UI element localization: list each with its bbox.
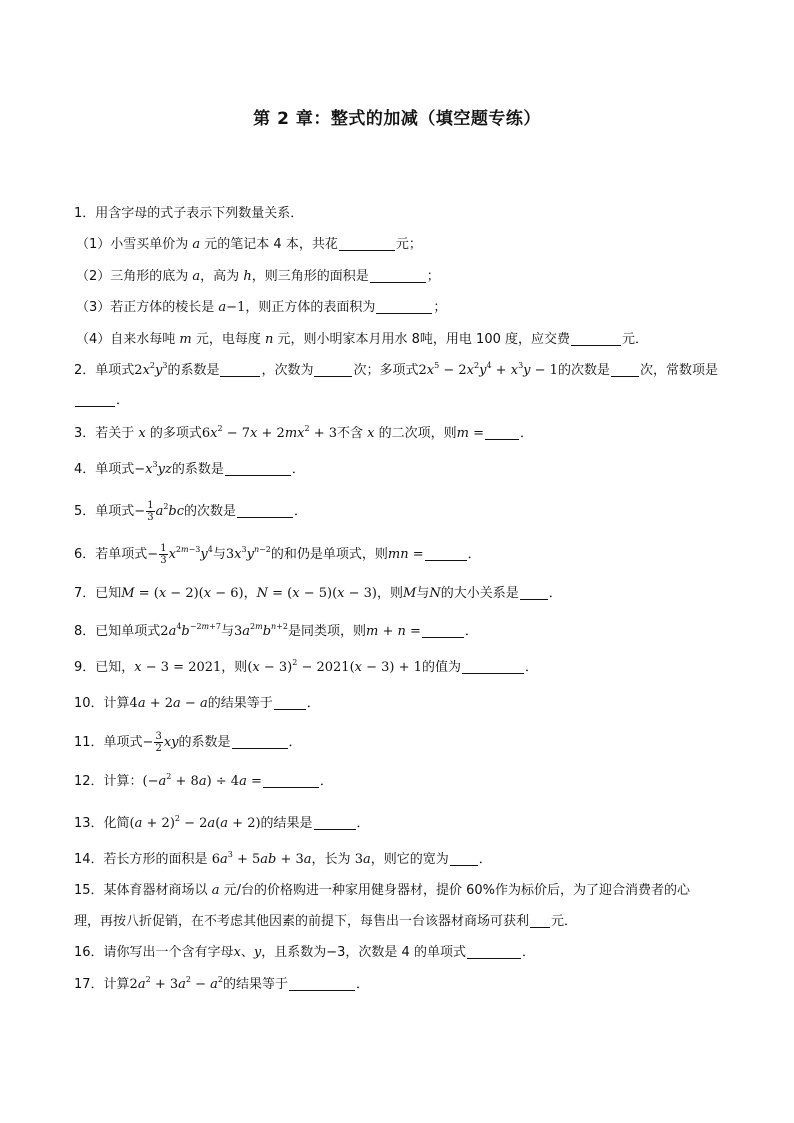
question-16: 16．请你写出一个含有字母x、y，且系数为−3，次数是 4 的单项式 ． bbox=[74, 945, 535, 960]
question-11: 11．单项式− $\frac{3}{2}$ xy的系数是 ． bbox=[74, 731, 302, 754]
answer-blank[interactable] bbox=[530, 914, 550, 928]
question-14: 14．若长方形的面积是 $6a^3 + 5ab + 3a$，长为 3a，则它的宽为 ． bbox=[74, 850, 492, 867]
question-1-part-1: （1）小雪买单价为 a 元的笔记本 4 本，共花 元； bbox=[76, 237, 422, 252]
question-2-continued: ． bbox=[74, 391, 734, 411]
question-3: 3．若关于 x 的多项式$6x^2 - 7x + 2mx^2 + 3$不含 x 的二次项，则m = ． bbox=[74, 424, 534, 441]
question-8: 8．已知单项式$2a^4b^{-2m+7}$与$3a^{2m}b^{n+2}$是同类项，则m + n = ． bbox=[74, 622, 478, 639]
answer-blank[interactable] bbox=[370, 269, 426, 283]
answer-blank[interactable] bbox=[376, 300, 432, 314]
answer-blank[interactable] bbox=[274, 696, 306, 710]
answer-blank[interactable] bbox=[425, 547, 467, 561]
question-17: 17．计算$2a^2 + 3a^2 - a^2$的结果等于 ． bbox=[74, 975, 370, 992]
page-title: 第 2 章：整式的加减（填空题专练） bbox=[253, 109, 541, 129]
answer-blank[interactable] bbox=[520, 586, 548, 600]
answer-blank[interactable] bbox=[462, 660, 524, 674]
question-2: 2．单项式$2x^2y^3$的系数是 ，次数为 次；多项式$2x^5 - 2x^2y^4 + x^3y - 1$的次数是 次，常数项是 bbox=[74, 361, 718, 378]
question-1-intro: 1．用含字母的式子表示下列数量关系． bbox=[74, 206, 304, 221]
answer-blank[interactable] bbox=[75, 393, 115, 407]
answer-blank[interactable] bbox=[289, 977, 355, 991]
answer-blank[interactable] bbox=[339, 237, 395, 251]
answer-blank[interactable] bbox=[237, 504, 293, 518]
question-13: 13．化简$(a + 2)^2 - 2a(a + 2)$的结果是 ． bbox=[74, 814, 370, 831]
answer-blank[interactable] bbox=[571, 332, 621, 346]
answer-blank[interactable] bbox=[467, 945, 521, 959]
question-6: 6．若单项式− $\frac{1}{3}$ $x^{2m-3}y^4$与$3x^3y^{n-2}$的和仍是单项式，则mn = ． bbox=[74, 543, 481, 566]
question-1-part-3: （3）若正方体的棱长是 a−1，则正方体的表面积为 ； bbox=[76, 300, 447, 315]
question-15-continued: 理，再按八折促销，在不考虑其他因素的前提下，每售出一台该器材商场可获利 元． bbox=[74, 914, 578, 929]
answer-blank[interactable] bbox=[450, 852, 478, 866]
question-1-part-2: （2）三角形的底为 a，高为 h，则三角形的面积是 ； bbox=[76, 269, 440, 284]
answer-blank[interactable] bbox=[232, 735, 288, 749]
answer-blank[interactable] bbox=[314, 816, 356, 830]
answer-blank[interactable] bbox=[225, 462, 291, 476]
answer-blank[interactable] bbox=[422, 624, 464, 638]
answer-blank[interactable] bbox=[220, 363, 260, 377]
answer-blank[interactable] bbox=[611, 363, 639, 377]
answer-blank[interactable] bbox=[485, 426, 519, 440]
question-9: 9．已知，x − 3 = 2021，则$(x - 3)^2 - 2021(x - 3) + 1$的值为 ． bbox=[74, 658, 538, 675]
question-4: 4．单项式$-x^3yz$的系数是 ． bbox=[74, 460, 305, 477]
answer-blank[interactable] bbox=[314, 363, 352, 377]
question-12: 12．计算：$(-a^2 + 8a) \div 4a$ = ． bbox=[74, 772, 333, 789]
question-15: 15．某体育器材商场以 a 元/台的价格购进一种家用健身器材，提价 60%作为标价后，为了迎合消费者的心 bbox=[74, 883, 690, 898]
question-10: 10．计算4a + 2a − a的结果等于 ． bbox=[74, 696, 320, 711]
question-5: 5．单项式− $\frac{1}{3}$ $a^2bc$的次数是 ． bbox=[74, 500, 308, 523]
question-1-part-4: （4）自来水每吨 m 元，电每度 n 元，则小明家本月用水 8吨，用电 100 度，应交费 元． bbox=[76, 332, 649, 347]
question-7: 7．已知M = (x − 2)(x − 6)，N = (x − 5)(x − 3)，则M与N的大小关系是 ． bbox=[74, 586, 562, 601]
answer-blank[interactable] bbox=[263, 774, 319, 788]
